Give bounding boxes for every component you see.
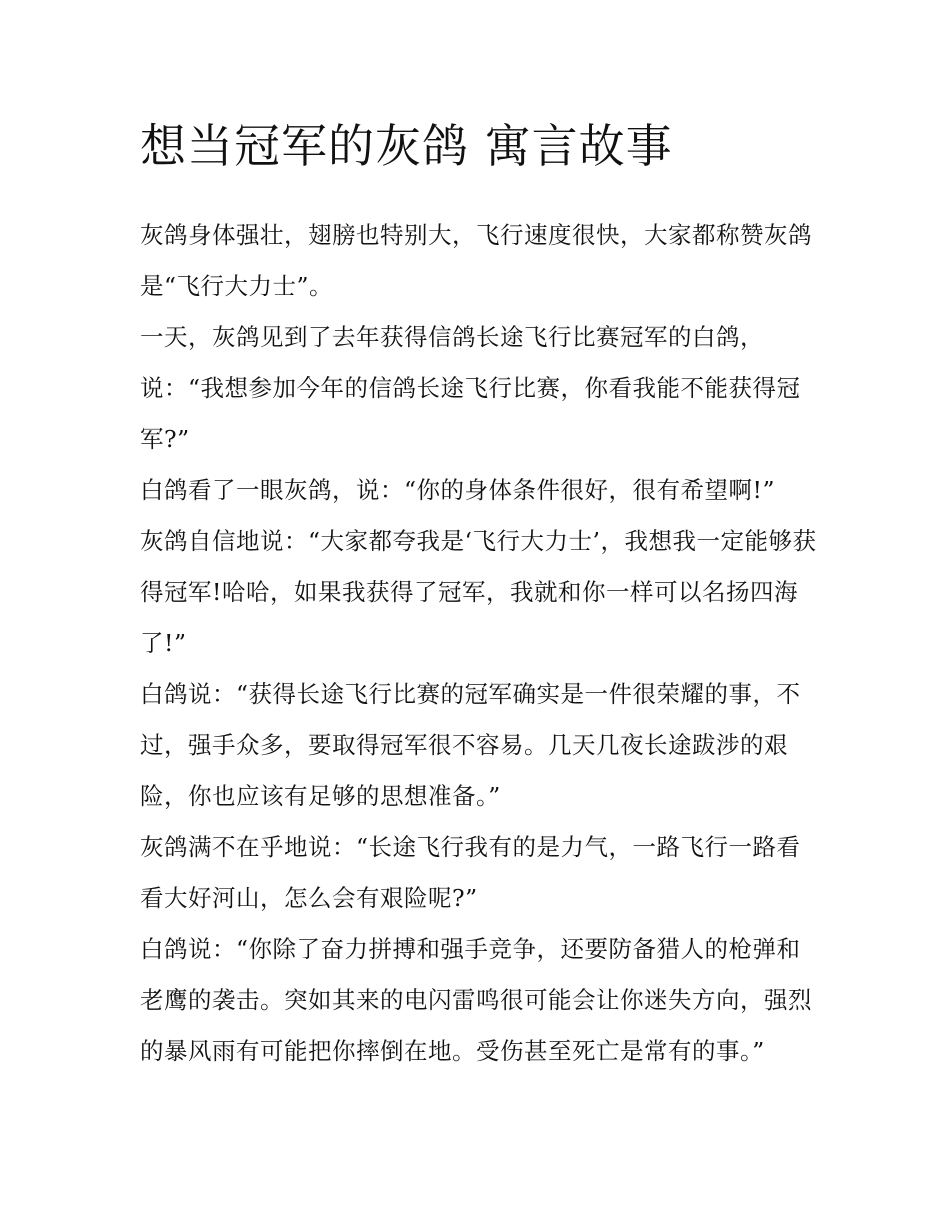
document-body (140, 210, 820, 1077)
paragraph: 灰鸽身体强壮，翅膀也特别大，飞行速度很快，大家都称赞灰鸽是“飞行大力士”。 (140, 221, 812, 300)
document-page (140, 112, 820, 1077)
paragraph: 白鸽说：“获得长途飞行比赛的冠军确实是一件很荣耀的事，不过，强手众多，要取得冠军很不容易。几天几夜长途跋涉的艰险，你也应该有足够的思想准备。” (140, 680, 801, 810)
paragraph: 白鸽说：“你除了奋力拼搏和强手竞争，还要防备猎人的枪弹和老鹰的袭击。突如其来的电闪雷鸣很可能会让你迷失方向，强烈的暴风雨有可能把你摔倒在地。受伤甚至死亡是常有的事。” (140, 935, 812, 1065)
document-title: 想当冠军的灰鸽 寓言故事 (140, 119, 673, 173)
paragraph: 灰鸽自信地说：“大家都夸我是‘飞行大力士’，我想我一定能够获得冠军!哈哈，如果我获得了冠军，我就和你一样可以名扬四海了!” (140, 527, 817, 657)
paragraph: 一天，灰鸽见到了去年获得信鸽长途飞行比赛冠军的白鸽，说：“我想参加今年的信鸽长途飞行比赛，你看我能不能获得冠军?” (140, 323, 801, 453)
paragraph: 白鸽看了一眼灰鸽，说：“你的身体条件很好，很有希望啊!” (140, 476, 775, 504)
paragraph: 灰鸽满不在乎地说：“长途飞行我有的是力气，一路飞行一路看看大好河山，怎么会有艰险呢?” (140, 833, 801, 912)
